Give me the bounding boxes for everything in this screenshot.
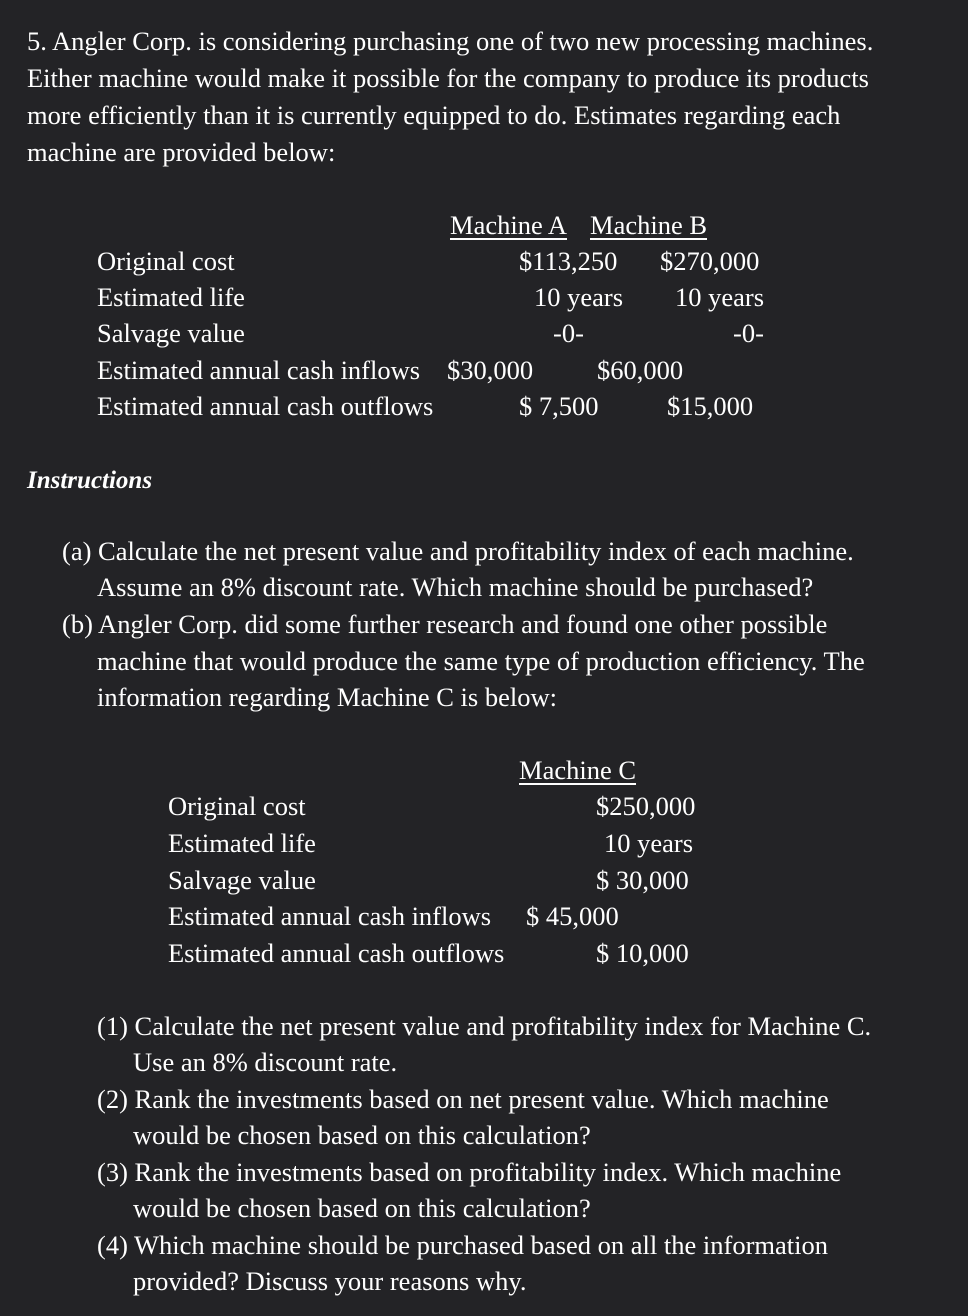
problem-line: 5. Angler Corp. is considering purchasing one of two new processing machines.: [27, 26, 874, 56]
row-label-cash-inflows: Estimated annual cash inflows: [168, 901, 492, 931]
row-label-estimated-life: Estimated life: [97, 282, 245, 312]
machine-c-cash-inflows: $ 45,000: [526, 901, 619, 931]
row-label-original-cost: Original cost: [97, 246, 235, 276]
sub-question-3-cont: would be chosen based on this calculation?: [133, 1193, 591, 1223]
machine-b-estimated-life: 10 years: [675, 282, 765, 312]
row-label-cash-outflows: Estimated annual cash outflows: [97, 391, 434, 421]
machine-a-estimated-life: 10 years: [534, 282, 624, 312]
problem-statement: [27, 23, 957, 171]
sub-question-2-cont: would be chosen based on this calculation?: [133, 1120, 591, 1150]
sub-question-3: (3) Rank the investments based on profitability index. Which machine: [97, 1157, 842, 1187]
sub-question-1: (1) Calculate the net present value and profitability index for Machine C.: [97, 1011, 872, 1041]
machine-b-cash-inflows: $60,000: [597, 355, 684, 385]
row-label-cash-inflows: Estimated annual cash inflows: [97, 355, 421, 385]
header-machine-c: Machine C: [519, 755, 637, 785]
row-label-salvage-value: Salvage value: [97, 318, 245, 348]
part-a-line: (a) Calculate the net present value and profitability index of each machine.: [62, 536, 854, 566]
machine-b-original-cost: $270,000: [660, 246, 760, 276]
machine-a-salvage-value: -0-: [553, 318, 584, 348]
row-label-original-cost: Original cost: [168, 791, 306, 821]
problem-line: machine are provided below:: [27, 137, 336, 167]
part-a-line: Assume an 8% discount rate. Which machine should be purchased?: [97, 572, 814, 602]
machine-c-original-cost: $250,000: [596, 791, 696, 821]
part-b-line: machine that would produce the same type of production efficiency. The: [97, 646, 865, 676]
row-label-salvage-value: Salvage value: [168, 865, 316, 895]
header-machine-b: Machine B: [590, 210, 708, 240]
row-label-estimated-life: Estimated life: [168, 828, 316, 858]
problem-line: Either machine would make it possible for the company to produce its products: [27, 63, 869, 93]
machine-b-salvage-value: -0-: [733, 318, 764, 348]
machine-a-cash-inflows: $30,000: [447, 355, 534, 385]
sub-question-4-cont: provided? Discuss your reasons why.: [133, 1266, 527, 1296]
sub-question-4: (4) Which machine should be purchased based on all the information: [97, 1230, 828, 1260]
row-label-cash-outflows: Estimated annual cash outflows: [168, 938, 505, 968]
instructions-heading: Instructions: [27, 467, 153, 494]
header-machine-a: Machine A: [450, 210, 568, 240]
machine-c-cash-outflows: $ 10,000: [596, 938, 689, 968]
machine-a-cash-outflows: $ 7,500: [519, 391, 599, 421]
machine-c-estimated-life: 10 years: [604, 828, 694, 858]
sub-question-1-cont: Use an 8% discount rate.: [133, 1047, 398, 1077]
machine-c-salvage-value: $ 30,000: [596, 865, 689, 895]
part-b-line: (b) Angler Corp. did some further research and found one other possible: [62, 609, 828, 639]
sub-question-2: (2) Rank the investments based on net present value. Which machine: [97, 1084, 829, 1114]
machine-a-original-cost: $113,250: [519, 246, 618, 276]
part-b-line: information regarding Machine C is below:: [97, 682, 557, 712]
problem-line: more efficiently than it is currently equipped to do. Estimates regarding each: [27, 100, 841, 130]
machine-b-cash-outflows: $15,000: [667, 391, 754, 421]
